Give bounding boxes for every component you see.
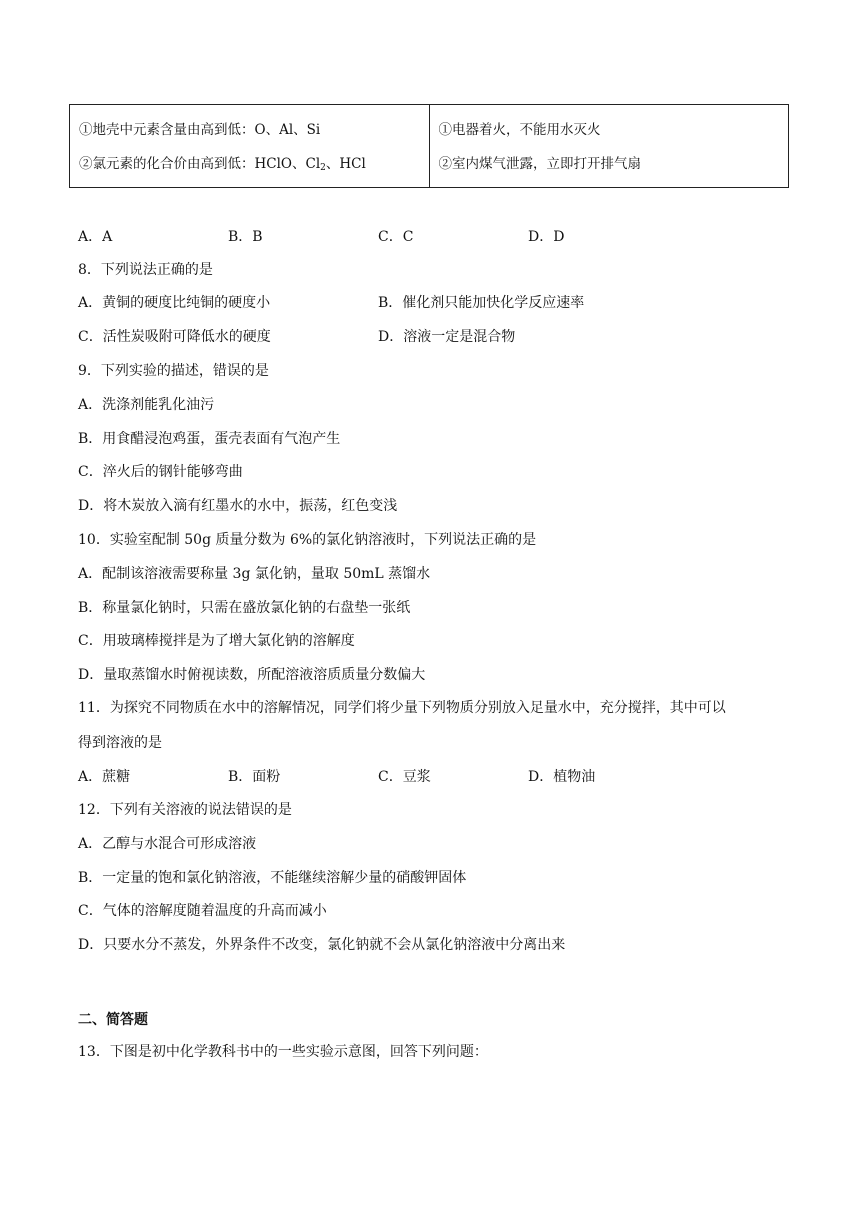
q11-option-c: C．豆浆 <box>378 769 431 785</box>
q7-option-d: D．D <box>528 229 565 245</box>
q11-stem-line2: 得到溶液的是 <box>78 735 162 751</box>
q8-stem: 8．下列说法正确的是 <box>78 262 213 278</box>
table-cell-left <box>70 105 430 188</box>
q10-option-a: A．配制该溶液需要称量 3g 氯化钠，量取 50mL 蒸馏水 <box>78 566 431 582</box>
q9-option-b: B．用食醋浸泡鸡蛋，蛋壳表面有气泡产生 <box>78 431 341 447</box>
statement-table <box>69 104 789 188</box>
q10-stem: 10．实验室配制 50g 质量分数为 6%的氯化钠溶液时，下列说法正确的是 <box>78 532 537 548</box>
q8-option-c: C．活性炭吸附可降低水的硬度 <box>78 329 271 345</box>
q8-option-a: A．黄铜的硬度比纯铜的硬度小 <box>78 295 271 311</box>
q9-stem: 9．下列实验的描述，错误的是 <box>78 363 269 379</box>
q12-stem: 12．下列有关溶液的说法错误的是 <box>78 802 292 818</box>
q7-option-a: A．A <box>78 229 113 245</box>
section-heading: 二、简答题 <box>78 1012 148 1028</box>
table-cell-line: ②氯元素的化合价由高到低：HClO、$Cl_2$、HCl <box>79 156 366 173</box>
q12-option-c: C．气体的溶解度随着温度的升高而减小 <box>78 903 327 919</box>
q13-stem: 13．下图是初中化学教科书中的一些实验示意图，回答下列问题： <box>78 1044 488 1060</box>
table-cell-right <box>429 105 789 188</box>
q11-option-d: D．植物油 <box>528 769 596 785</box>
q12-option-b: B．一定量的饱和氯化钠溶液，不能继续溶解少量的硝酸钾固体 <box>78 870 467 886</box>
q11-stem-line1: 11．为探究不同物质在水中的溶解情况，同学们将少量下列物质分别放入足量水中，充分搅拌，其中可以 <box>78 700 726 716</box>
q11-option-b: B．面粉 <box>228 769 281 785</box>
q7-option-c: C．C <box>378 229 414 245</box>
q9-option-c: C．淬火后的钢针能够弯曲 <box>78 464 243 480</box>
q9-option-d: D．将木炭放入滴有红墨水的水中，振荡，红色变浅 <box>78 498 398 514</box>
q8-option-b: B．催化剂只能加快化学反应速率 <box>378 295 585 311</box>
q11-option-a: A．蔗糖 <box>78 769 131 785</box>
q7-option-b: B．B <box>228 229 263 245</box>
q12-option-a: A．乙醇与水混合可形成溶液 <box>78 836 257 852</box>
table-cell-line: ②室内煤气泄露，立即打开排气扇 <box>438 156 641 172</box>
q10-option-d: D．量取蒸馏水时俯视读数，所配溶液溶质质量分数偏大 <box>78 667 426 683</box>
q12-option-d: D．只要水分不蒸发，外界条件不改变，氯化钠就不会从氯化钠溶液中分离出来 <box>78 937 566 953</box>
q9-option-a: A．洗涤剂能乳化油污 <box>78 397 215 413</box>
q10-option-b: B．称量氯化钠时，只需在盛放氯化钠的右盘垫一张纸 <box>78 600 411 616</box>
table-cell-line: ①地壳中元素含量由高到低：O、Al、Si <box>79 122 321 138</box>
q10-option-c: C．用玻璃棒搅拌是为了增大氯化钠的溶解度 <box>78 633 355 649</box>
q8-option-d: D．溶液一定是混合物 <box>378 329 516 345</box>
table-cell-line: ①电器着火，不能用水灭火 <box>438 122 601 138</box>
